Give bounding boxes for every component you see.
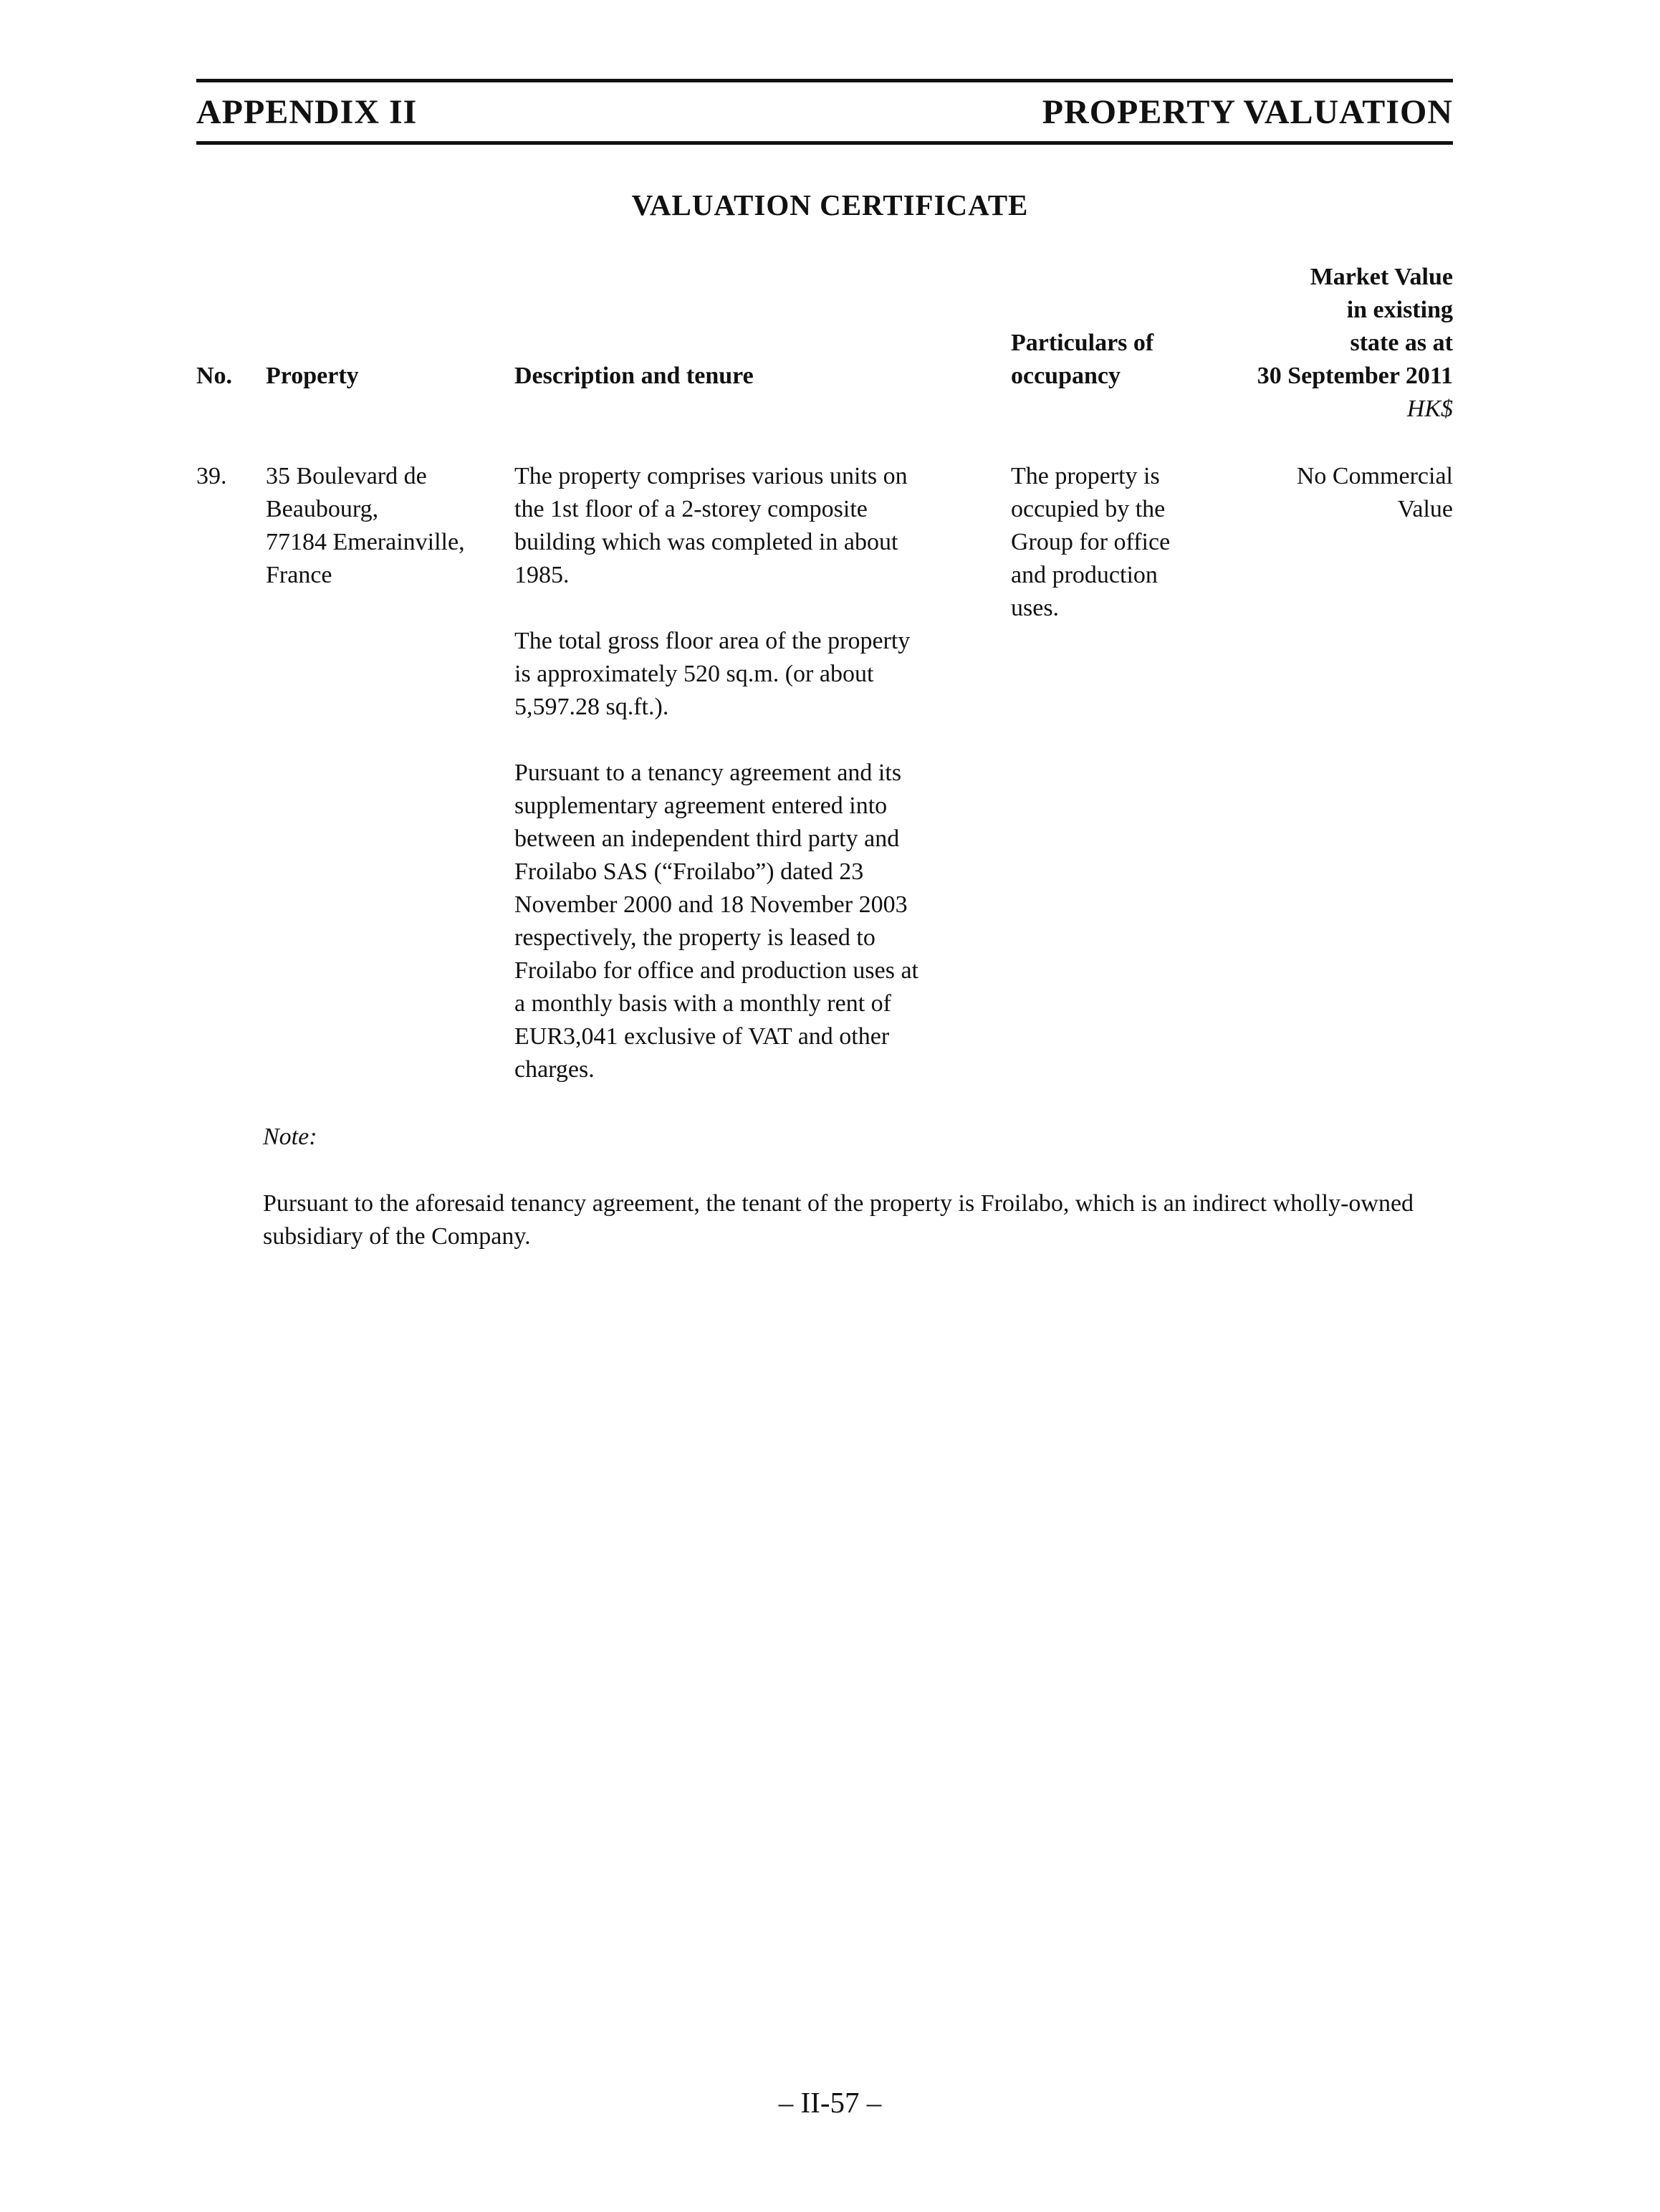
description-line: building which was completed in about — [514, 529, 898, 555]
occupancy-line: Group for office — [1011, 529, 1171, 555]
column-header-no: No. — [196, 363, 233, 389]
column-header-occupancy — [1011, 327, 1153, 393]
description-line: a monthly basis with a monthly rent of — [514, 990, 891, 1017]
description-line: November 2000 and 18 November 2003 — [514, 891, 908, 918]
description-and-tenure — [514, 460, 1002, 1086]
column-header-market-value — [1257, 261, 1453, 426]
description-line: The property comprises various units on — [514, 463, 908, 489]
description-line: between an independent third party and — [514, 825, 900, 852]
occupancy-line: uses. — [1011, 595, 1060, 621]
section-title: PROPERTY VALUATION — [1042, 93, 1453, 131]
description-line: 1985. — [514, 562, 570, 588]
address-line: Beaubourg, — [266, 496, 379, 522]
header-line: Market Value — [1310, 264, 1453, 290]
description-line: Pursuant to a tenancy agreement and its — [514, 760, 902, 786]
occupancy-line: The property is — [1011, 463, 1160, 489]
description-paragraph — [514, 460, 1002, 592]
column-header-property: Property — [266, 363, 359, 389]
appendix-label: APPENDIX II — [196, 93, 418, 131]
description-paragraph — [514, 757, 1002, 1086]
property-address — [266, 460, 502, 592]
occupancy-line: and production — [1011, 562, 1158, 588]
particulars-of-occupancy — [1011, 460, 1226, 625]
header-line: state as at — [1350, 330, 1453, 356]
description-line: EUR3,041 exclusive of VAT and other — [514, 1023, 890, 1050]
description-line: 5,597.28 sq.ft.). — [514, 694, 669, 720]
description-line: charges. — [514, 1056, 595, 1083]
description-line: respectively, the property is leased to — [514, 924, 875, 951]
header-line: 30 September 2011 — [1257, 363, 1453, 389]
header-line: occupancy — [1011, 363, 1121, 389]
address-line: 77184 Emerainville, — [266, 529, 465, 555]
description-line: Froilabo for office and production uses at — [514, 957, 919, 984]
description-line: supplementary agreement entered into — [514, 793, 888, 819]
address-line: 35 Boulevard de — [266, 463, 427, 489]
value-line: No Commercial — [1296, 463, 1453, 489]
occupancy-line: occupied by the — [1011, 496, 1166, 522]
note-label: Note: — [263, 1124, 317, 1150]
description-paragraph — [514, 625, 1002, 724]
row-number: 39. — [196, 463, 227, 489]
note-text: Pursuant to the aforesaid tenancy agreement, the tenant of the property is Froilabo, which is an indirect wholly-owned subsidiary of the Company. — [263, 1190, 1414, 1250]
certificate-title: VALUATION CERTIFICATE — [631, 188, 1029, 221]
address-line: France — [266, 562, 332, 588]
column-header-description: Description and tenure — [514, 363, 754, 389]
page-header — [196, 79, 1453, 145]
currency-unit: HK$ — [1406, 396, 1453, 422]
description-line: the 1st floor of a 2-storey composite — [514, 496, 868, 522]
market-value — [1238, 460, 1453, 526]
description-line: is approximately 520 sq.m. (or about — [514, 661, 874, 687]
description-line: The total gross floor area of the property — [514, 628, 911, 654]
header-line: Particulars of — [1011, 330, 1154, 356]
page-number: – II-57 – — [778, 2086, 882, 2119]
value-line: Value — [1397, 496, 1453, 522]
description-line: Froilabo SAS (“Froilabo”) dated 23 — [514, 858, 864, 885]
header-line: in existing — [1346, 297, 1453, 323]
